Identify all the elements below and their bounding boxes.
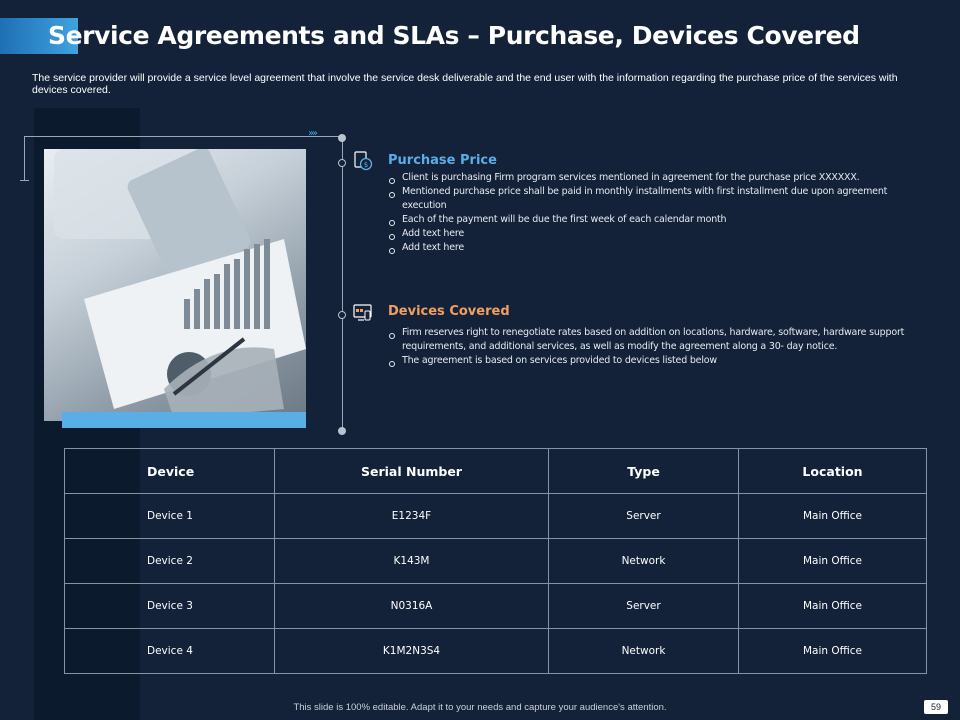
photo-accent-bar <box>62 412 306 428</box>
list-item: Firm reserves right to renegotiate rates based on addition on locations, hardware, software, hardware support requirements, and additional services, as well as modify the agreement along a 30- day notice. <box>388 326 918 354</box>
page-number: 59 <box>924 700 948 714</box>
timeline-dot-top <box>338 134 346 142</box>
cell-type: Server <box>549 584 739 629</box>
cell-serial: K1M2N3S4 <box>275 629 549 674</box>
header-type: Type <box>549 449 739 494</box>
list-item: Mentioned purchase price shall be paid in monthly installments with first installment due upon agreement execution <box>388 185 918 213</box>
connector-line-left <box>24 136 25 180</box>
cell-serial: E1234F <box>275 494 549 539</box>
intro-text: The service provider will provide a service level agreement that involve the service desk deliverable and the end user with the information regarding the purchase price of the services with devices covered. <box>32 72 898 96</box>
cell-type: Network <box>549 539 739 584</box>
table-row <box>65 584 927 629</box>
connector-foot <box>20 180 29 181</box>
cell-device: Device 4 <box>65 629 275 674</box>
devices-table <box>64 448 927 674</box>
list-item: Each of the payment will be due the first week of each calendar month <box>388 213 918 227</box>
cell-device: Device 3 <box>65 584 275 629</box>
cell-device: Device 1 <box>65 494 275 539</box>
cell-serial: K143M <box>275 539 549 584</box>
table-row <box>65 494 927 539</box>
list-item: The agreement is based on services provided to devices listed below <box>388 354 918 368</box>
money-bag-icon <box>353 151 373 171</box>
timeline-dot-devices <box>338 311 346 319</box>
timeline-dot-bottom <box>338 427 346 435</box>
table-header-row <box>65 449 927 494</box>
list-item: Client is purchasing Firm program services mentioned in agreement for the purchase price XXXXXX. <box>388 171 918 185</box>
footer-note: This slide is 100% editable. Adapt it to your needs and capture your audience's attention. <box>293 702 667 713</box>
timeline-dot-purchase <box>338 159 346 167</box>
list-item: Add text here <box>388 241 918 255</box>
cell-location: Main Office <box>739 584 927 629</box>
cell-device: Device 2 <box>65 539 275 584</box>
finance-photo <box>44 149 306 421</box>
cell-type: Server <box>549 494 739 539</box>
finance-photo-illustration <box>44 149 306 421</box>
slide-title: Service Agreements and SLAs – Purchase, Devices Covered <box>48 21 860 50</box>
list-item: Add text here <box>388 227 918 241</box>
cell-serial: N0316A <box>275 584 549 629</box>
purchase-price-title: Purchase Price <box>388 153 497 168</box>
chevron-arrows-icon: ›››› <box>308 128 316 139</box>
table-row <box>65 629 927 674</box>
table-row <box>65 539 927 584</box>
header-serial-number: Serial Number <box>275 449 549 494</box>
timeline-line <box>342 139 343 431</box>
svg-text:$: $ <box>363 161 369 169</box>
connector-line <box>24 136 340 137</box>
purchase-price-list <box>388 171 918 255</box>
cell-location: Main Office <box>739 629 927 674</box>
devices-covered-list <box>388 326 918 368</box>
cell-location: Main Office <box>739 539 927 584</box>
cell-location: Main Office <box>739 494 927 539</box>
devices-covered-title: Devices Covered <box>388 304 510 319</box>
header-device: Device <box>65 449 275 494</box>
cell-type: Network <box>549 629 739 674</box>
header-location: Location <box>739 449 927 494</box>
devices-icon <box>353 303 373 323</box>
